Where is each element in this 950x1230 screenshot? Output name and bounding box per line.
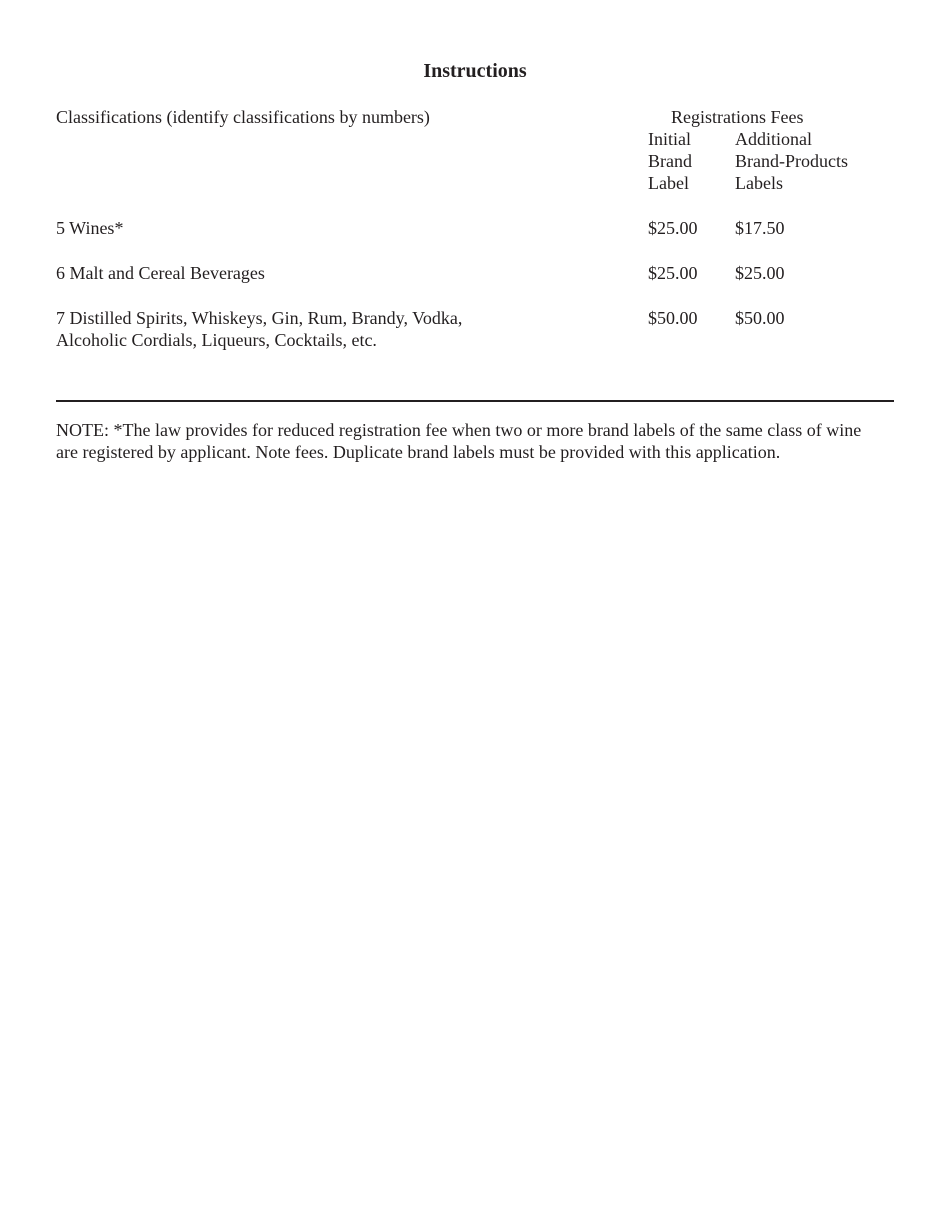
- description-line: Alcoholic Cordials, Liqueurs, Cocktails, etc.: [56, 330, 377, 350]
- fee-note: [56, 419, 906, 463]
- classifications-header: Classifications (identify classifications by numbers): [56, 107, 430, 127]
- classification-description: [56, 217, 616, 239]
- additional-header-line: Additional: [735, 129, 812, 149]
- horizontal-divider: [56, 400, 894, 402]
- initial-fee: $25.00: [648, 263, 698, 283]
- initial-header-line: Label: [648, 173, 689, 193]
- note-line: are registered by applicant. Note fees. Duplicate brand labels must be provided with this application.: [56, 442, 781, 462]
- page-title: Instructions: [423, 60, 527, 82]
- initial-fee: $25.00: [648, 218, 698, 238]
- additional-fee: $17.50: [735, 218, 785, 238]
- additional-labels-header: [735, 128, 885, 194]
- additional-fee: $50.00: [735, 308, 785, 328]
- additional-fee: $25.00: [735, 263, 785, 283]
- initial-fee: $50.00: [648, 308, 698, 328]
- classification-description: [56, 307, 616, 351]
- registration-fees-header: Registrations Fees: [671, 107, 804, 127]
- note-line: NOTE: *The law provides for reduced registration fee when two or more brand labels of the same class of wine: [56, 420, 862, 440]
- initial-header-line: Brand: [648, 151, 692, 171]
- classification-description: [56, 262, 616, 284]
- additional-header-line: Labels: [735, 173, 783, 193]
- description-line: 5 Wines*: [56, 218, 124, 238]
- description-line: 7 Distilled Spirits, Whiskeys, Gin, Rum, Brandy, Vodka,: [56, 308, 463, 328]
- initial-brand-label-header: [648, 128, 728, 194]
- initial-header-line: Initial: [648, 129, 691, 149]
- description-line: 6 Malt and Cereal Beverages: [56, 263, 265, 283]
- additional-header-line: Brand-Products: [735, 151, 848, 171]
